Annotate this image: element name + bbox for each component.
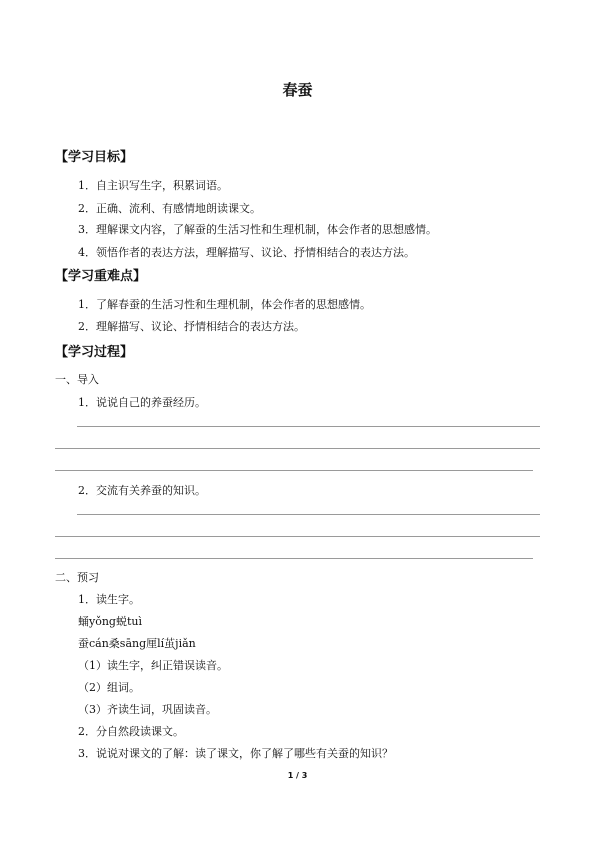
question-item: 1．说说自己的养蚕经历。 <box>78 396 206 409</box>
goal-item: 3．理解课文内容，了解蚕的生活习性和生理机制，体会作者的思想感情。 <box>78 223 437 236</box>
heading-key-points: 【学习重难点】 <box>55 269 147 284</box>
page-number: 1 / 3 <box>287 771 308 780</box>
page-title: 春蚕 <box>282 81 313 99</box>
goal-item: 2．正确、流利、有感情地朗读课文。 <box>78 202 261 215</box>
answer-line <box>77 426 540 427</box>
heading-learning-process: 【学习过程】 <box>55 345 134 360</box>
preview-subitem: （2）组词。 <box>78 681 140 694</box>
answer-line <box>55 448 540 449</box>
preview-item: 3．说说对课文的了解：读了课文，你了解了哪些有关蚕的知识？ <box>78 747 393 760</box>
part-label-intro: 一、导入 <box>55 373 99 386</box>
question-item: 2．交流有关养蚕的知识。 <box>78 484 206 497</box>
key-point-item: 2．理解描写、议论、抒情相结合的表达方法。 <box>78 320 305 333</box>
pinyin-line: 蛹yǒng蜕tuì <box>78 615 142 628</box>
preview-subitem: （3）齐读生词，巩固读音。 <box>78 703 217 716</box>
goal-item: 1．自主识写生字，积累词语。 <box>78 179 228 192</box>
answer-line <box>55 558 533 559</box>
part-label-preview: 二、预习 <box>55 571 99 584</box>
answer-line <box>77 514 540 515</box>
preview-item: 2．分自然段读课文。 <box>78 725 184 738</box>
answer-line <box>55 536 540 537</box>
goal-item: 4．领悟作者的表达方法，理解描写、议论、抒情相结合的表达方法。 <box>78 246 415 259</box>
pinyin-line: 蚕cán桑sāng厘lí茧jiǎn <box>78 637 196 650</box>
preview-subitem: （1）读生字，纠正错误读音。 <box>78 659 228 672</box>
heading-learning-goals: 【学习目标】 <box>55 150 134 165</box>
key-point-item: 1．了解春蚕的生活习性和生理机制，体会作者的思想感情。 <box>78 298 371 311</box>
preview-item: 1．读生字。 <box>78 593 140 606</box>
answer-line <box>55 470 533 471</box>
